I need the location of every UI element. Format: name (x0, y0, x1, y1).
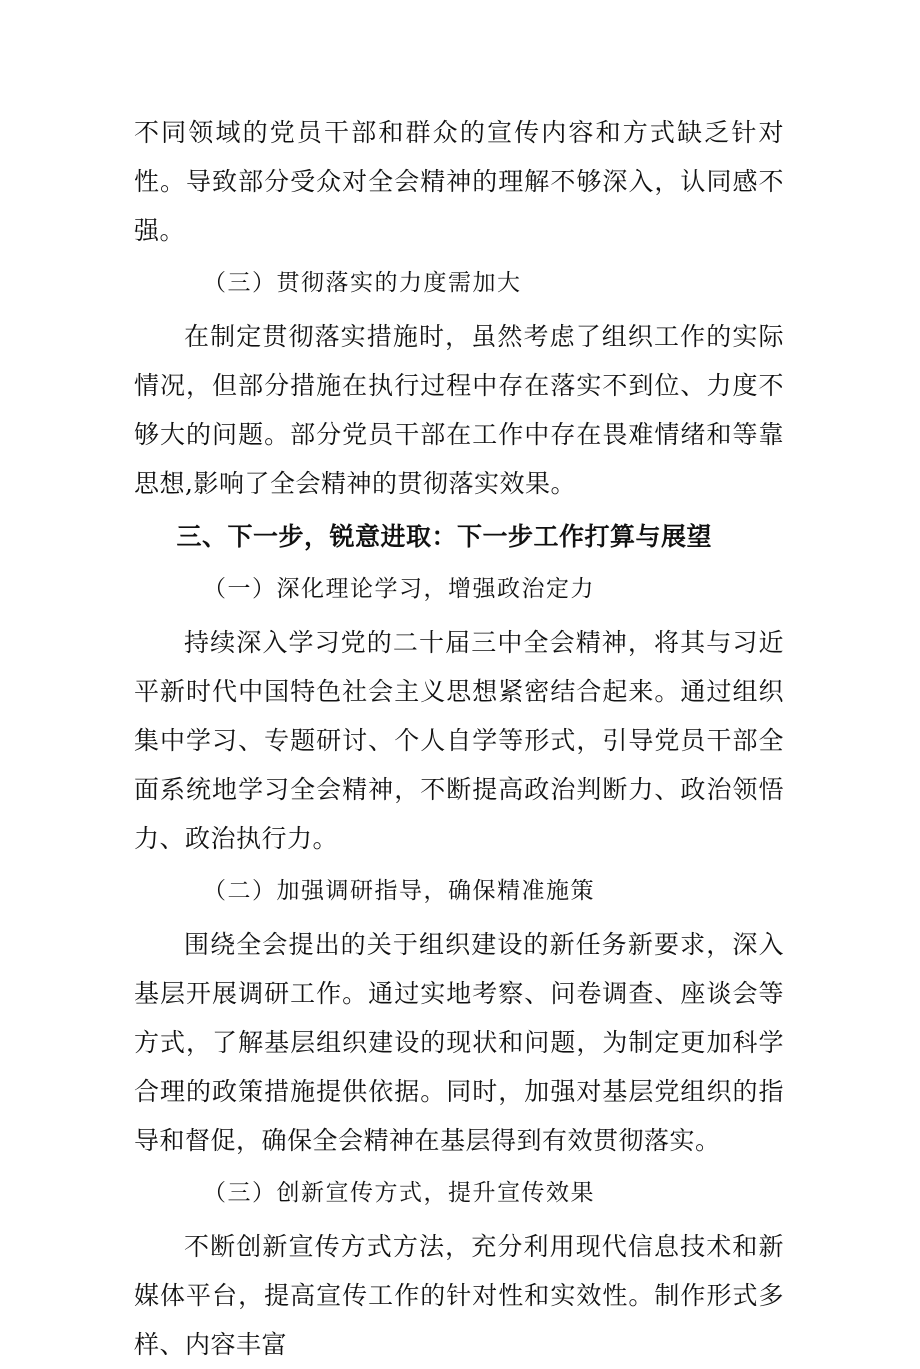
subheading-research-guidance: （二）加强调研指导，确保精准施策 (203, 878, 595, 904)
paragraph-research-guidance: 围绕全会提出的关于组织建设的新任务新要求，深入基层开展调研工作。通过实地考察、问卷调查、座谈会等方式，了解基层组织建设的现状和问题，为制定更加科学合理的政策措施提供依据。同时，加强对基层党组织的指导和督促，确保全会精神在基层得到有效贯彻落实。 (134, 930, 784, 1155)
section-heading-next-steps: 三、下一步，锐意进取：下一步工作打算与展望 (176, 522, 713, 551)
paragraph-implementation-strength: 在制定贯彻落实措施时，虽然考虑了组织工作的实际情况，但部分措施在执行过程中存在落实不到位、力度不够大的问题。部分党员干部在工作中存在畏难情绪和等靠思想,影响了全会精神的贯彻落实效果。 (134, 322, 784, 498)
document-body (134, 108, 784, 1369)
subheading-publicity-innovation: （三）创新宣传方式，提升宣传效果 (203, 1180, 595, 1206)
subheading-implementation-strength: （三）贯彻落实的力度需加大 (203, 270, 522, 296)
paragraph-publicity-innovation: 不断创新宣传方式方法，充分利用现代信息技术和新媒体平台，提高宣传工作的针对性和实效性。制作形式多样、内容丰富 (134, 1232, 784, 1359)
paragraph-theory-study: 持续深入学习党的二十届三中全会精神，将其与习近平新时代中国特色社会主义思想紧密结合起来。通过组织集中学习、专题研讨、个人自学等形式，引导党员干部全面系统地学习全会精神，不断提高政治判断力、政治领悟力、政治执行力。 (134, 628, 784, 853)
paragraph-continuation: 不同领域的党员干部和群众的宣传内容和方式缺乏针对性。导致部分受众对全会精神的理解不够深入，认同感不强。 (134, 118, 784, 245)
subheading-theory-study: （一）深化理论学习，增强政治定力 (203, 576, 595, 602)
